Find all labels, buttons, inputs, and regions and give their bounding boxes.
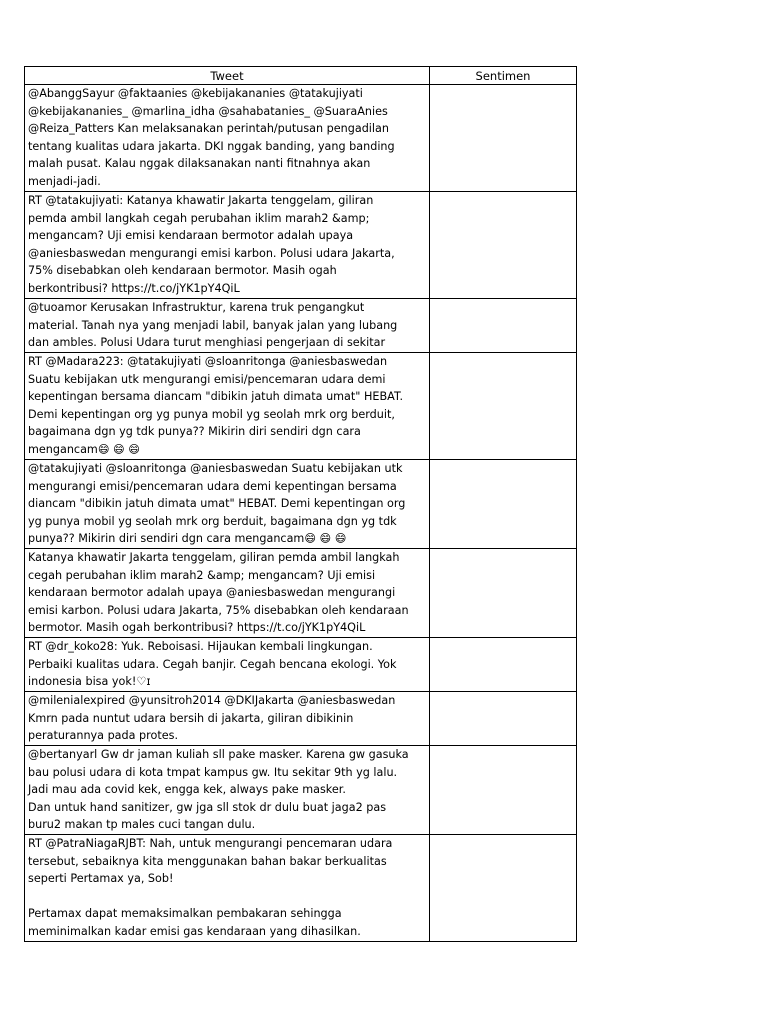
tweet-cell: RT @tatakujiyati: Katanya khawatir Jakarta tenggelam, giliran pemda ambil langkah cegah perubahan iklim marah2 &amp; mengancam? Uji emisi kendaraan bermotor adalah upaya @aniesbaswedan mengurangi emisi karbon. Polusi udara Jakarta, 75% disebabkan oleh kendaraan bermotor. Masih ogah berkontribusi? https://t.co/jYK1pY4QiL	[25, 192, 430, 299]
table-row	[25, 692, 577, 746]
table-row	[25, 746, 577, 835]
sentiment-cell[interactable]	[430, 85, 577, 192]
tweet-cell: @bertanyarl Gw dr jaman kuliah sll pake masker. Karena gw gasuka bau polusi udara di kota tmpat kampus gw. Itu sekitar 9th yg lalu. Jadi mau ada covid kek, engga kek, always pake masker. Dan untuk hand sanitizer, gw jga sll stok dr dulu buat jaga2 pas buru2 makan tp males cuci tangan dulu.	[25, 746, 430, 835]
tweet-cell: @milenialexpired @yunsitroh2014 @DKIJakarta @aniesbaswedan Kmrn pada nuntut udara bersih di jakarta, giliran dibikinin peraturannya pada protes.	[25, 692, 430, 746]
sentiment-cell[interactable]	[430, 746, 577, 835]
sentiment-cell[interactable]	[430, 353, 577, 460]
table-row	[25, 638, 577, 692]
sentiment-cell[interactable]	[430, 299, 577, 353]
tweet-cell: Katanya khawatir Jakarta tenggelam, giliran pemda ambil langkah cegah perubahan iklim marah2 &amp; mengancam? Uji emisi kendaraan bermotor adalah upaya @aniesbaswedan mengurangi emisi karbon. Polusi udara Jakarta, 75% disebabkan oleh kendaraan bermotor. Masih ogah berkontribusi? https://t.co/jYK1pY4QiL	[25, 549, 430, 638]
tweet-cell: RT @dr_koko28: Yuk. Reboisasi. Hijaukan kembali lingkungan. Perbaiki kualitas udara. Cegah banjir. Cegah bencana ekologi. Yok indonesia bisa yok!♡ɪ	[25, 638, 430, 692]
sentiment-cell[interactable]	[430, 192, 577, 299]
tweet-cell: @tuoamor Kerusakan Infrastruktur, karena truk pengangkut material. Tanah nya yang menjadi labil, banyak jalan yang lubang dan ambles. Polusi Udara turut menghiasi pengerjaan di sekitar	[25, 299, 430, 353]
table-row	[25, 192, 577, 299]
sentiment-cell[interactable]	[430, 460, 577, 549]
sentiment-cell[interactable]	[430, 638, 577, 692]
sentiment-cell[interactable]	[430, 835, 577, 942]
sentiment-column-header: Sentimen	[430, 67, 577, 85]
tweet-cell: @tatakujiyati @sloanritonga @aniesbaswedan Suatu kebijakan utk mengurangi emisi/pencemaran udara demi kepentingan bersama diancam "dibikin jatuh dimata umat" HEBAT. Demi kepentingan org yg punya mobil yg seolah mrk org berduit, bagaimana dgn yg tdk punya?? Mikirin diri sendiri dgn cara mengancam😄 😄 😄	[25, 460, 430, 549]
sentiment-cell[interactable]	[430, 692, 577, 746]
table-row	[25, 835, 577, 942]
tweet-cell: RT @PatraNiagaRJBT: Nah, untuk mengurangi pencemaran udara tersebut, sebaiknya kita menggunakan bahan bakar berkualitas seperti Pertamax ya, Sob! Pertamax dapat memaksimalkan pembakaran sehingga meminimalkan kadar emisi gas kendaraan yang dihasilkan.	[25, 835, 430, 942]
table-row	[25, 353, 577, 460]
table-row	[25, 299, 577, 353]
table-row	[25, 549, 577, 638]
tweet-column-header: Tweet	[25, 67, 430, 85]
sentiment-cell[interactable]	[430, 549, 577, 638]
tweet-sentiment-table	[24, 66, 577, 942]
table-row	[25, 85, 577, 192]
header-row	[25, 67, 577, 85]
table-row	[25, 460, 577, 549]
tweet-cell: RT @Madara223: @tatakujiyati @sloanritonga @aniesbaswedan Suatu kebijakan utk mengurangi emisi/pencemaran udara demi kepentingan bersama diancam "dibikin jatuh dimata umat" HEBAT. Demi kepentingan org yg punya mobil yg seolah mrk org berduit, bagaimana dgn yg tdk punya?? Mikirin diri sendiri dgn cara mengancam😄 😄 😄	[25, 353, 430, 460]
tweet-cell: @AbanggSayur @faktaanies @kebijakananies @tatakujiyati @kebijakananies_ @marlina_idha @sahabatanies_ @SuaraAnies @Reiza_Patters Kan melaksanakan perintah/putusan pengadilan tentang kualitas udara jakarta. DKI nggak banding, yang banding malah pusat. Kalau nggak dilaksanakan nanti fitnahnya akan menjadi-jadi.	[25, 85, 430, 192]
